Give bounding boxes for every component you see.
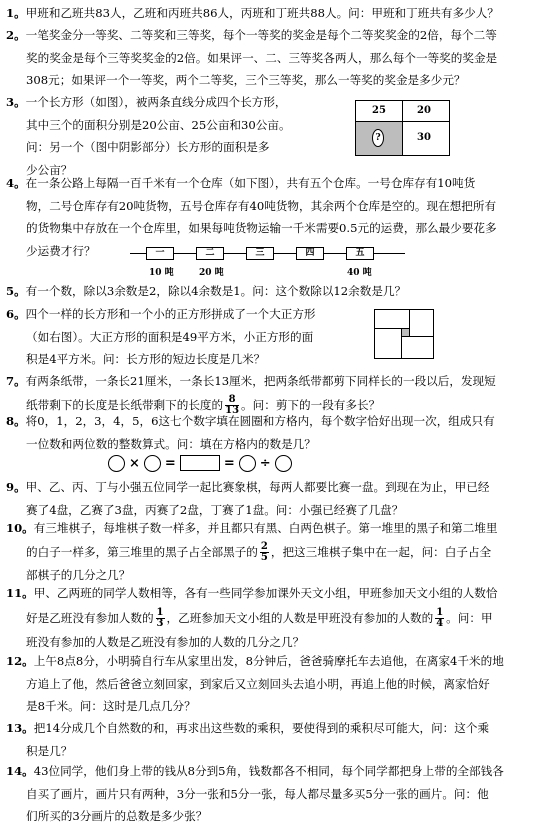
problem-number: 3。 <box>6 95 26 109</box>
problem-text: ，把这三堆棋子集中在一起，问：白子占全 <box>270 544 492 559</box>
problem-3 <box>6 91 548 181</box>
digit-equation <box>108 454 292 472</box>
area-label-25: 25 <box>372 105 386 116</box>
digit-circle <box>108 455 125 472</box>
area-label-20: 20 <box>417 105 431 116</box>
problem-number: 14。 <box>6 764 34 778</box>
problem-number: 10。 <box>6 521 34 535</box>
problem-text: 自买了画片，画片只有两种，3分一张和5分一张，每人都尽量多买5分一张的画片。问：他 <box>26 786 489 801</box>
problem-text: 其中三个的面积分别是20公亩、25公亩和30公亩。 <box>26 117 291 132</box>
problem-11 <box>6 582 548 653</box>
problem-text: 少运费才行？ <box>26 243 96 258</box>
depot-3: 三 <box>246 247 274 260</box>
problem-text: 在一条公路上每隔一百千米有一个仓库（如下图），共有五个仓库。一号仓库存有10吨货 <box>25 176 476 190</box>
problem-text: 把14分成几个自然数的和，再求出这些数的乘积，要使得到的乘积尽可能大，问：这个乘 <box>33 721 490 735</box>
problem-number: 6。 <box>6 307 26 321</box>
problem-text: 积是4平方米。问：长方形的短边长度是几米？ <box>26 352 266 366</box>
problem-text: 班没有参加的人数是乙班没有参加的人数的几分之几？ <box>26 634 305 649</box>
small-square <box>401 328 409 336</box>
digit-circle <box>239 455 256 472</box>
problem-text: ，乙班参加天文小组的人数是甲班没有参加的人数的 <box>166 610 434 625</box>
divide-sign: ÷ <box>259 455 271 471</box>
problem-text: 43位同学，他们身上带的钱从8分到5角，钱数都各不相同，每个同学都把身上带的全部钱各 <box>33 764 504 778</box>
rectangle-area-figure <box>355 100 450 156</box>
problem-text: 甲、乙、丙、丁与小强五位同学一起比赛象棋，每两人都要比赛一盘。到现在为止，甲已经 <box>25 480 490 494</box>
fraction: $\frac{1}{4}$ <box>436 607 444 629</box>
problem-number: 5。 <box>6 284 26 298</box>
equals-sign: = <box>164 455 176 471</box>
problem-text: 奖的奖金是每个三等奖奖金的2倍。如果评一、二、三等奖各两人，那么每个一等奖的奖金是 <box>26 50 498 65</box>
problem-text: 甲、乙两班的同学人数相等，各有一些同学参加课外天文小组，甲班参加天文小组的人数恰 <box>33 586 498 600</box>
problem-text: 部棋子的几分之几？ <box>26 567 131 582</box>
problem-text: 一笔奖金分一等奖、二等奖和三等奖，每个一等奖的奖金是每个二等奖奖金的2倍，每个二等 <box>25 28 497 42</box>
problem-10 <box>6 517 548 586</box>
problem-text: 308元；如果评一个一等奖，两个二等奖，三个三等奖，那么一等奖的奖金是多少元？ <box>26 73 466 87</box>
problem-1 <box>6 2 548 25</box>
problem-number: 1。 <box>6 6 26 20</box>
depot-5: 五 <box>346 247 374 260</box>
problem-8 <box>6 410 548 455</box>
problem-number: 11。 <box>6 586 34 600</box>
depot-5-tons: 40 吨 <box>347 268 372 278</box>
problem-4 <box>6 172 548 262</box>
area-label-30: 30 <box>417 132 431 143</box>
problem-number: 9。 <box>6 480 26 494</box>
problem-number: 7。 <box>6 374 26 388</box>
problem-text: 物，二号仓库存有20吨货物，五号仓库存有40吨货物，其余两个仓库是空的。现在想把所有 <box>26 198 497 213</box>
problem-2 <box>6 24 548 92</box>
problem-text: 一位数和两位数的整数算式。问：填在方格内的数是几？ <box>26 436 316 451</box>
depot-2-tons: 20 吨 <box>199 268 224 278</box>
depot-2: 二 <box>196 247 224 260</box>
digit-circle <box>144 455 161 472</box>
problem-text: 有一个数，除以3余数是2，除以4余数是1。问：这个数除以12余数是几？ <box>25 284 407 298</box>
problem-text: 将0，1，2，3，4，5，6这七个数字填在圆圈和方格内，每个数字恰好出现一次，组成只有 <box>25 414 495 428</box>
problem-text: 少公亩？ <box>26 162 73 177</box>
problem-text: 方追上了他，然后爸爸立刻回家，到家后又立刻回头去追小明，再追上他的时候，离家恰好 <box>26 676 490 691</box>
times-sign: × <box>129 455 140 471</box>
problem-text: 们所买的3分画片的总数是多少张？ <box>26 809 208 823</box>
problem-text: 的白子一样多，第三堆里的黑子占全部黑子的 <box>26 544 258 559</box>
problem-text: 。问：剪下的一段有多长？ <box>241 397 381 412</box>
problem-text: 四个一样的长方形和一个小的正方形拼成了一个大正方形 <box>25 307 316 321</box>
problem-14 <box>6 760 548 828</box>
problem-number: 12。 <box>6 654 34 668</box>
problem-text: 。问：甲 <box>446 610 493 625</box>
problem-13 <box>6 717 548 762</box>
depot-1: 一 <box>146 247 174 260</box>
fraction: $\frac{2}{5}$ <box>260 541 268 563</box>
problem-text: 有两条纸带，一条长21厘米，一条长13厘米，把两条纸带都剪下同样长的一段以后，发现短 <box>25 374 496 388</box>
square-figure <box>374 309 434 359</box>
problem-number: 4。 <box>6 176 26 190</box>
unknown-area-label: ? <box>372 129 384 147</box>
problem-text: 好是乙班没有参加人数的 <box>26 610 154 625</box>
problem-number: 13。 <box>6 721 34 735</box>
problem-text: 纸带剩下的长度是长纸带剩下的长度的 <box>26 397 224 412</box>
depot-4: 四 <box>296 247 324 260</box>
problem-9 <box>6 476 548 521</box>
digit-box <box>180 455 220 471</box>
problem-text: 上午8点8分，小明骑自行车从家里出发，8分钟后，爸爸骑摩托车去追他，在离家4千米的地 <box>33 654 504 668</box>
problem-12 <box>6 650 548 718</box>
problem-text: （如右图）。大正方形的面积是49平方米，小正方形的面 <box>26 329 314 344</box>
problem-5 <box>6 280 548 303</box>
fraction: $\frac{1}{3}$ <box>156 607 164 629</box>
problem-text: 是8千米。问：这时是几点几分？ <box>26 699 196 713</box>
problem-text: 问：另一个（图中阴影部分）长方形的面积是多 <box>26 140 270 154</box>
equals-sign: = <box>223 455 235 471</box>
problem-text: 有三堆棋子，每堆棋子数一样多，并且都只有黑、白两色棋子。第一堆里的黑子和第二堆里 <box>33 521 498 535</box>
problem-number: 8。 <box>6 414 26 428</box>
problem-text: 甲班和乙班共83人，乙班和丙班共86人，丙班和丁班共88人。问：甲班和丁班共有多少人？ <box>25 6 499 20</box>
problem-6 <box>6 303 548 371</box>
problem-text: 赛了4盘，乙赛了3盘，丙赛了2盘，丁赛了1盘。问：小强已经赛了几盘？ <box>26 502 404 517</box>
problem-number: 2。 <box>6 28 26 42</box>
problem-text: 的货物集中存放在一个仓库里，如果每吨货物运输一千米需要0.5元的运费，那么最少要花多 <box>26 221 497 235</box>
problem-text: 积是几？ <box>26 743 73 758</box>
fraction: $\frac{8}{13}$ <box>225 394 240 416</box>
digit-circle <box>275 455 292 472</box>
depot-1-tons: 10 吨 <box>149 268 174 278</box>
problem-text: 一个长方形（如图），被两条直线分成四个长方形， <box>25 95 287 109</box>
